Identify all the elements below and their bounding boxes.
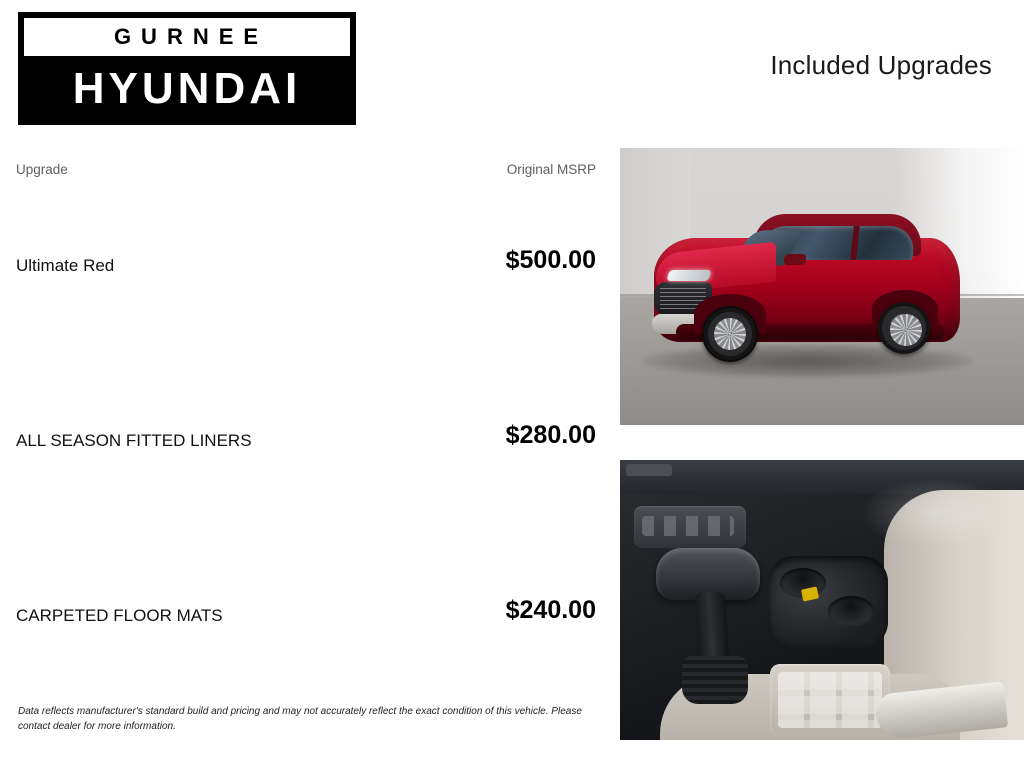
cupholder: [828, 596, 874, 626]
table-row: [0, 363, 612, 538]
vehicle-rear-wheel: [878, 302, 930, 354]
vehicle-photos: [620, 148, 1024, 740]
table-body: [0, 188, 612, 713]
upgrades-table: [0, 148, 612, 748]
column-header-upgrade: Upgrade: [16, 162, 68, 177]
dealer-logo-line1: GURNEE: [113, 24, 269, 49]
table-row: [0, 188, 612, 363]
upgrade-name: Ultimate Red: [16, 256, 115, 275]
upgrade-price: $240.00: [505, 596, 596, 624]
upgrade-name: ALL SEASON FITTED LINERS: [16, 431, 252, 450]
vehicle-headlight: [666, 270, 711, 281]
red-suv: [646, 196, 968, 366]
vehicle-interior-photo: [620, 460, 1024, 740]
upgrade-name: CARPETED FLOOR MATS: [16, 606, 223, 625]
dealer-logo-line2: HYUNDAI: [72, 64, 302, 113]
interior-trim-accent: [626, 464, 672, 476]
console-switch-panel: [634, 506, 746, 548]
dealer-logo-top: [24, 18, 350, 56]
vehicle-exterior-photo: [620, 148, 1024, 425]
climate-control-buttons: [770, 664, 890, 736]
vehicle-front-wheel: [702, 306, 758, 362]
page-title: Included Upgrades: [770, 50, 992, 80]
dealer-logo-bottom: [24, 61, 350, 117]
dealer-logo: [18, 12, 356, 125]
vehicle-side-mirror: [784, 254, 806, 265]
shifter-boot: [682, 656, 748, 704]
interior-light-glare: [860, 478, 1010, 548]
column-header-msrp: Original MSRP: [506, 162, 596, 177]
disclaimer-text: Data reflects manufacturer's standard build and pricing and may not accurately reflect the exact condition of this vehicle. Please contact dealer for more information.: [18, 706, 582, 732]
table-row: [0, 538, 612, 713]
upgrade-price: $280.00: [505, 421, 596, 449]
upgrade-price: $500.00: [505, 246, 596, 274]
table-header-row: [0, 148, 612, 188]
